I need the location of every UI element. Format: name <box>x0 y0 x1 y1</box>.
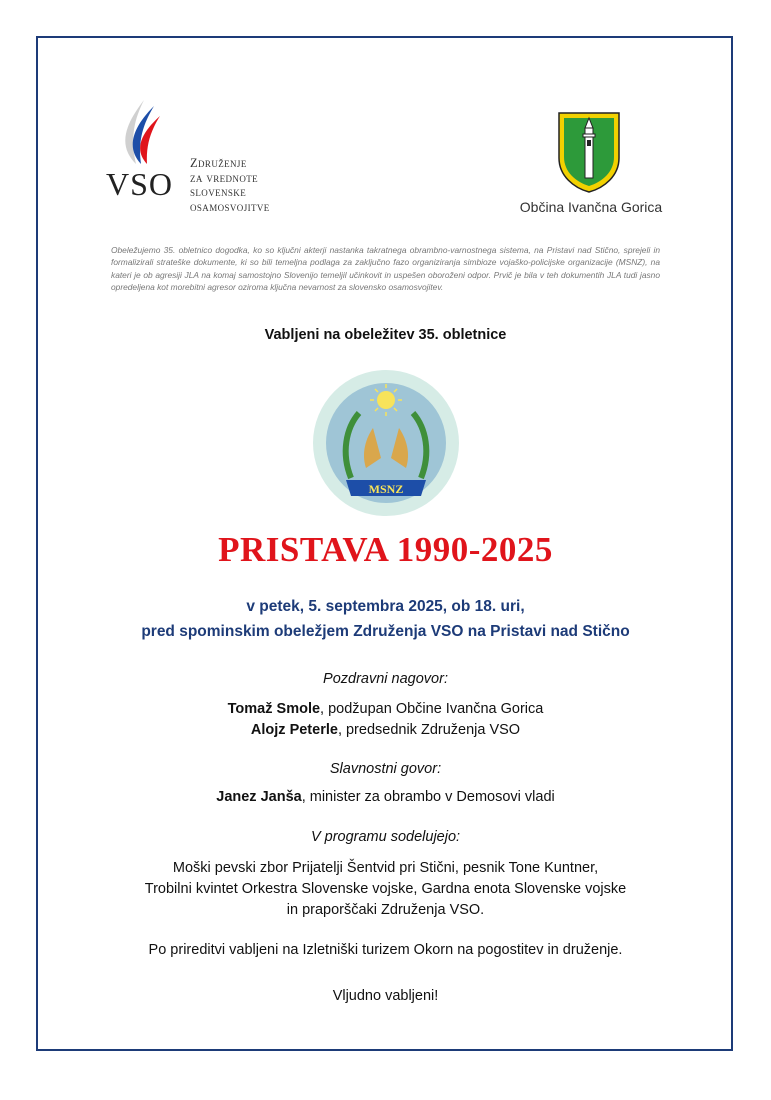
speaker-name: Alojz Peterle <box>250 722 338 738</box>
vso-letters: VSO <box>106 166 174 202</box>
vso-text-line: za vrednote <box>190 170 259 185</box>
program-line: Trobilni kvintet Orkestra Slovenske vojske, Gardna enota Slovenske vojske <box>144 881 627 897</box>
greeting-speaker-1 <box>0 701 771 717</box>
obcina-shield-icon <box>556 110 622 194</box>
greeting-speaker-2 <box>0 722 771 738</box>
intro-paragraph: Obeležujemo 35. obletnico dogodka, ko so ključni akterji nastanka takratnega obrambno-varnostnega sistema, na Pristavi nad Stično, sprejeli in formalizirali strateške dokumente, ki so bili temeljna podlaga za zaključno fazo organiziranja simbioze vojaško-policijske organizacije (MSNZ), na kateri je ob agresiji JLA na komaj samostojno Slovenijo temeljil učinkovit in uspešen oboroženi odpor. Prvič je bila v teh dokumentih JLA tudi jasno opredeljena kot morebitni agresor oziroma ključna nevarnost za slovensko osamosvojitev. <box>111 245 660 293</box>
vso-logo <box>106 96 306 226</box>
program-line: in praporščaki Združenja VSO. <box>286 902 485 918</box>
greeting-heading: Pozdravni nagovor: <box>323 671 448 687</box>
closing-line: Vljudno vabljeni! <box>332 988 439 1004</box>
vso-text-line: osamosvojitve <box>190 199 270 214</box>
obcina-logo <box>510 110 670 220</box>
keynote-speaker <box>0 789 771 805</box>
speaker-role: , podžupan Občine Ivančna Gorica <box>320 701 544 717</box>
event-date: v petek, 5. septembra 2025, ob 18. uri, <box>246 598 525 615</box>
speaker-role: , predsednik Združenja VSO <box>337 722 521 738</box>
obcina-name: Občina Ivančna Gorica <box>519 199 663 215</box>
speaker-name: Tomaž Smole <box>227 701 321 717</box>
keynote-heading: Slavnostni govor: <box>329 761 442 777</box>
speaker-name: Janez Janša <box>216 789 302 805</box>
invitation-line: Vabljeni na obeležitev 35. obletnice <box>264 327 507 343</box>
main-title: PRISTAVA 1990-2025 <box>218 530 553 569</box>
msnz-label: MSNZ <box>368 482 404 496</box>
program-heading: V programu sodelujejo: <box>310 829 461 845</box>
program-line: Moški pevski zbor Prijatelji Šentvid pri Stični, pesnik Tone Kuntner, <box>172 860 599 876</box>
vso-flame-icon <box>114 96 164 166</box>
msnz-emblem-icon <box>311 368 461 518</box>
event-place: pred spominskim obeležjem Združenja VSO na Pristavi nad Stično <box>141 623 630 640</box>
vso-text-line: slovenske <box>190 185 247 199</box>
vso-full-name <box>190 156 270 214</box>
speaker-role: , minister za obrambo v Demosovi vladi <box>301 789 555 805</box>
vso-text-line: Združenje <box>190 156 247 170</box>
after-event-note: Po prireditvi vabljeni na Izletniški turizem Okorn na pogostitev in druženje. <box>148 942 623 958</box>
